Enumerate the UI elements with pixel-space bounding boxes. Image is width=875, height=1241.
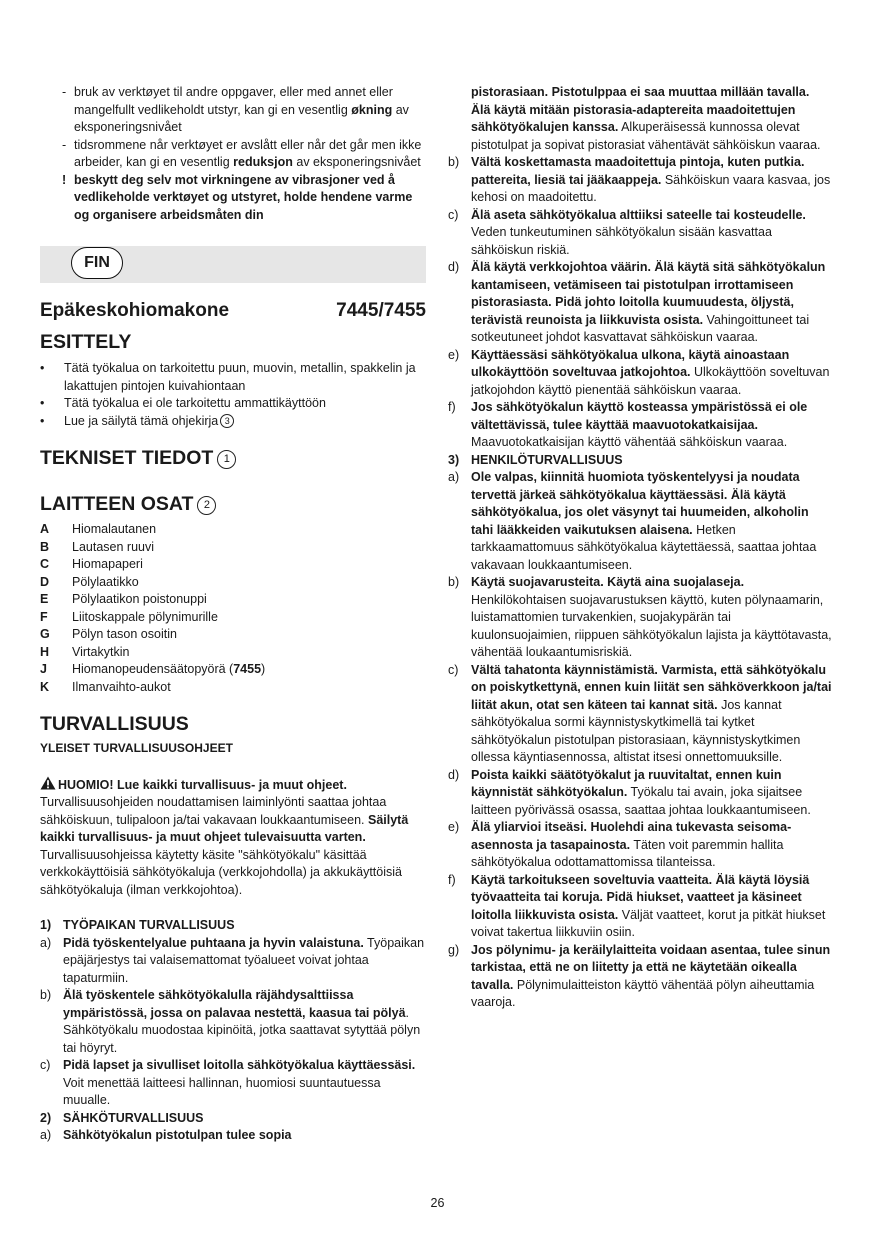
list-item: d) Poista kaikki säätötyökalut ja ruuvitaltat, ennen kuin käynnistät sähkötyökalun. Työkalu tai avain, joka sijaitsee laitteen pyörivässä osassa, saattaa johtaa loukkaantumiseen. — [448, 767, 811, 817]
section-heading: 3) HENKILÖTURVALLISUUS — [448, 452, 623, 467]
section-heading: 2) SÄHKÖTURVALLISUUS — [40, 1110, 204, 1125]
intro-heading: ESITTELY — [40, 331, 132, 353]
list-item: f) Jos sähkötyökalun käyttö kosteassa ympäristössä ei ole vältettävissä, tulee käyttää maavuotokatkaisijaa. Maavuotokatkaisijan käyttö vähentää sähköiskun vaaraa. — [448, 400, 808, 449]
exclamation-mark: ! — [62, 172, 67, 187]
parts-heading: LAITTEEN OSAT 2 — [40, 493, 426, 516]
bullet-icon: • — [40, 396, 45, 410]
list-item: e) Käyttäessäsi sähkötyökalua ulkona, käytä ainoastaan ulkokäyttöön soveltuvaa jatkojohtoa. Ulkokäyttöön soveltuvan jatkojohdon käyttö pienentää sähköiskun vaaraa. — [448, 347, 830, 397]
list-item-continued: pistorasiaan. Pistotulppaa ei saa muuttaa millään tavalla. Älä käytä mitään pistorasia-adaptereita maadoitettujen sähkötyökalujen kanssa. Alkuperäisessä kunnossa olevat pistotulpat ja sopivat pistorasiat vähentävät sähköiskun vaaraa. — [471, 85, 821, 152]
dash-item — [62, 84, 426, 137]
list-item: g) Jos pölynimu- ja keräilylaitteita voidaan asentaa, tulee sinun tarkistaa, että ne on liitetty ja että ne käytetään oikealla tavalla. Pölynimulaitteiston käyttö vähentää pölyn aiheuttamia vaaroja. — [448, 942, 831, 1009]
list-item: c) Vältä tahatonta käynnistämistä. Varmista, että sähkötyökalu on poiskytkettynä, ennen kuin liität sen sähköverkkoon ja/tai liität akun, otat sen käteen tai kannat sitä. Jos kannat sähkötyökalua sormi käynnistyskytkimellä tai kytket sähkötyökalun pistotulpan pistorasiaan, käynnistyskytkimen ollessa käyntiasennossa, altistat itsesi onnettomuuksille. — [448, 662, 832, 764]
warning-triangle-icon — [40, 776, 56, 790]
product-title-row — [40, 300, 426, 322]
figure-ref-badge: 2 — [197, 496, 216, 515]
bullet-icon: • — [40, 413, 45, 428]
dash-mark: - — [62, 137, 67, 152]
list-item: K Ilmanvaihto-aukot — [40, 679, 171, 694]
list-item: B Lautasen ruuvi — [40, 539, 155, 554]
list-item: F Liitoskappale pölynimurille — [40, 609, 218, 624]
language-badge: FIN — [71, 247, 123, 279]
intro-bullet-list — [40, 360, 426, 430]
page-number: 26 — [430, 1196, 445, 1210]
section-heading: 1) TYÖPAIKAN TURVALLISUUS — [40, 918, 235, 932]
list-item: a) Pidä työskentelyalue puhtaana ja hyvin valaistuna. Työpaikan epäjärjestys tai valaisemattomat työalueet voivat johtaa tapaturmiin. — [40, 935, 425, 985]
safety-heading: TURVALLISUUS — [40, 713, 189, 735]
top-dash-list — [40, 84, 426, 224]
list-item: A Hiomalautanen — [40, 522, 157, 536]
language-banner — [40, 246, 426, 283]
product-name: Epäkeskohiomakone — [40, 300, 230, 321]
list-item: J Hiomanopeudensäätopyörä (7455) — [40, 662, 266, 676]
list-item: c) Pidä lapset ja sivulliset loitolla sähkötyökalua käyttäessäsi. Voit menettää laitteesi hallinnan, huomiosi suuntautuessa muualle. — [40, 1058, 416, 1107]
right-column — [448, 84, 832, 1012]
dash-text: bruk av verktøyet til andre oppgaver, eller med annet eller mangelfullt vedlikeholdt utstyr, kan gi en vesentlig økning av eksponeringsnivået — [74, 85, 409, 134]
list-item: • Tätä työkalua ei ole tarkoitettu ammattikäyttöön — [40, 395, 426, 413]
figure-ref-badge: 3 — [220, 414, 234, 428]
list-item: d) Älä käytä verkkojohtoa väärin. Älä käytä sitä sähkötyökalun kantamiseen, vetämiseen tai pistotulpan irrottamiseen pistorasiasta. Pidä johto loitolla kuumuudesta, öljystä, terävistä reunoista ja liikkuvista osista. Vahingoittuneet tai sotkeutuneet johdot kasvattavat sähköiskun vaaraa. — [448, 260, 826, 344]
list-item: D Pölylaatikko — [40, 574, 139, 589]
safety-subheading: YLEISET TURVALLISUUSOHJEET — [40, 741, 233, 755]
list-item: C Hiomapaperi — [40, 557, 143, 571]
list-item: b) Vältä koskettamasta maadoitettuja pintoja, kuten putkia. pattereita, liesiä tai jääkaappeja. Sähköiskun vaara kasvaa, jos kehosi on maadoitettu. — [448, 155, 831, 204]
left-column — [40, 84, 426, 1145]
tech-heading: TEKNISET TIEDOT 1 — [40, 447, 426, 470]
list-item: H Virtakytkin — [40, 644, 130, 659]
list-item: G Pölyn tason osoitin — [40, 627, 177, 641]
list-item: a) Ole valpas, kiinnitä huomiota työskentelyysi ja noudata tervettä järkeä sähkötyökalua käyttäessäsi. Älä käytä sähkötyökalua, jos olet väsynyt tai huumeiden, alkoholin tahi lääkkeiden vaikutuksen alaisena. Hetken tarkkaamattomuus sähkötyökalua käytettäessä, saattaa johtaa vakavaan loukkaantumiseen. — [448, 470, 817, 572]
list-item: E Pölylaatikon poistonuppi — [40, 592, 207, 606]
parts-list — [40, 521, 426, 696]
list-item: b) Käytä suojavarusteita. Käytä aina suojalaseja. Henkilökohtaisen suojavarustuksen käyttö, kuten pölynaamarin, luistamattomien turvakenkien, suojakypärän tai kuulonsuojaimien, riippuen sähkötyökalun lajista ja käyttötavasta, vähentää loukaantumisriskiä. — [448, 575, 832, 659]
dash-item — [62, 137, 426, 172]
list-item: b) Älä työskentele sähkötyökalulla räjähdysalttiissa ympäristössä, jossa on palavaa nestettä, kaasua tai pölyä. Sähkötyökalu muodostaa kipinöitä, jotka saattavat sytyttää pölyn tai höyryt. — [40, 988, 421, 1055]
vibration-note — [62, 172, 426, 225]
list-item: a) Sähkötyökalun pistotulpan tulee sopia — [40, 1128, 292, 1142]
general-warning: HUOMIO! Lue kaikki turvallisuus- ja muut ohjeet. Turvallisuusohjeiden noudattamisen laiminlyönti saattaa johtaa sähköiskuun, tulipaloon ja/tai vakavaan loukkaantumiseen. Säilytä kaikki turvallisuus- ja muut ohjeet tulevaisuutta varten. Turvallisuusohjeissa käytetty käsite "sähkötyökalu" käsittää verkkokäyttöisiä sähkötyökaluja (verkkojohdolla) ja akkukäyttöisiä sähkötyökaluja (ilman verkkojohtoa). — [40, 777, 409, 897]
dash-mark: - — [62, 85, 67, 99]
list-item: c) Älä aseta sähkötyökalua alttiiksi sateelle tai kosteudelle. Veden tunkeutuminen sähkötyökalun sisään kasvattaa sähköiskun riskiä. — [448, 207, 806, 257]
list-item: • Tätä työkalua on tarkoitettu puun, muovin, metallin, spakkelin ja lakattujen pintojen kuivahiontaan — [40, 360, 426, 395]
bullet-icon: • — [40, 361, 45, 375]
product-model: 7445/7455 — [336, 300, 426, 321]
list-item: e) Älä yliarvioi itseäsi. Huolehdi aina tukevasta seisoma-asennosta ja tasapainosta. Täten voit paremmin hallita sähkötyökalua odottamattomissa tilanteissa. — [448, 820, 792, 869]
dash-text: tidsrommene når verktøyet er avslått eller når det går men ikke arbeider, kan gi en vesentlig reduksjon av eksponeringsnivået — [74, 137, 422, 169]
figure-ref-badge: 1 — [217, 450, 236, 469]
list-item: f) Käytä tarkoitukseen soveltuvia vaatteita. Älä käytä löysiä työvaatteita tai koruja. Pidä hiukset, vaatteet ja käsineet loitolla liikkuvista osista. Väljät vaatteet, korut ja pitkät hiukset voivat takertua liikkuviin osiin. — [448, 872, 826, 939]
vibration-note-text: beskytt deg selv mot virkningene av vibrasjoner ved å vedlikeholde verktøyet og utstyret, holde hendene varme og organisere arbeidsmåten din — [74, 172, 413, 222]
list-item: • Lue ja säilytä tämä ohjekirja 3 — [40, 413, 426, 431]
